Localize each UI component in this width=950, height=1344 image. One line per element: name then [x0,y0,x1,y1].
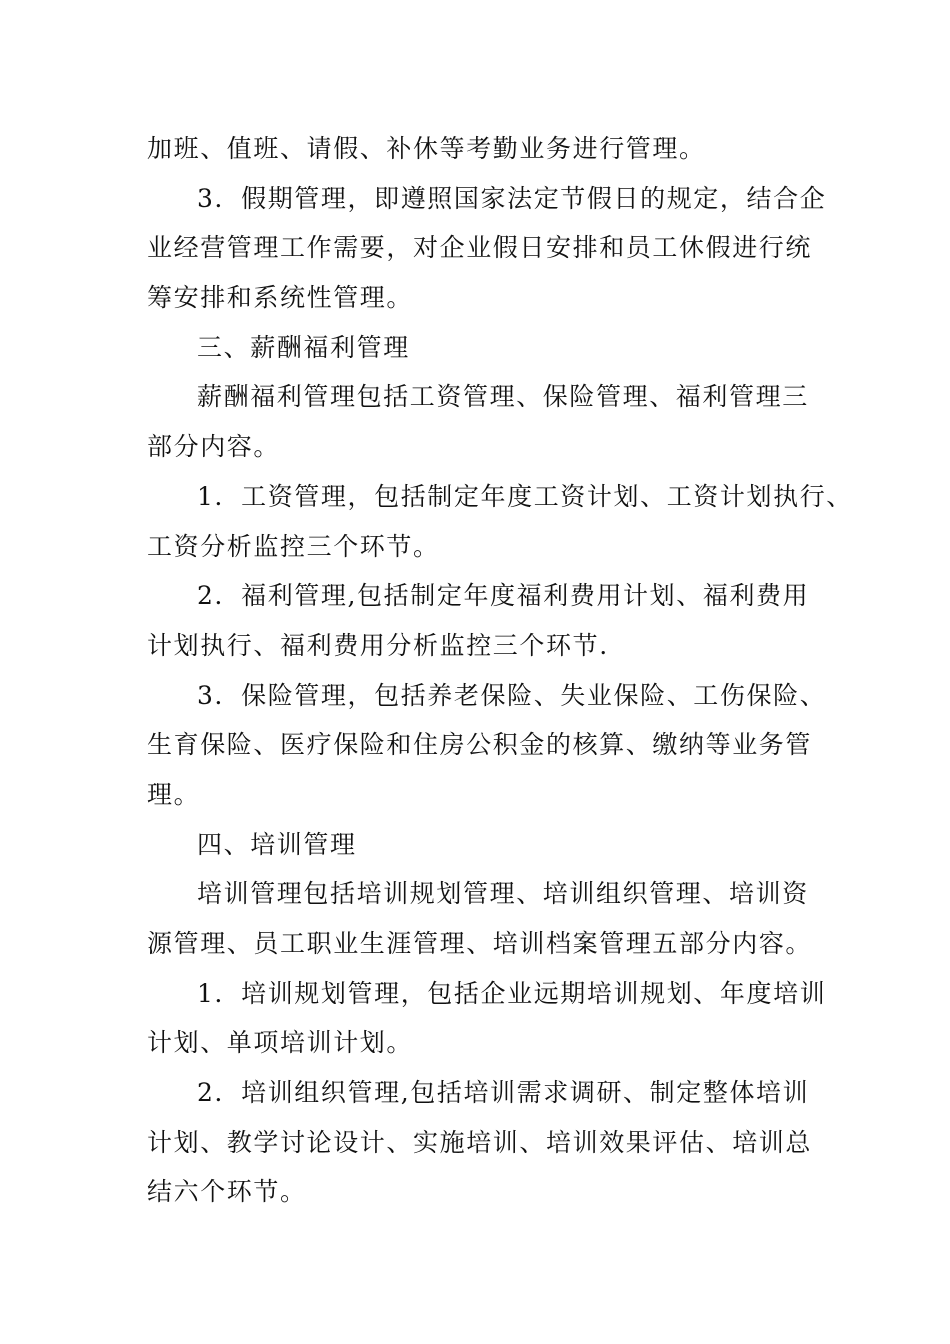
text-line: 生育保险、医疗保险和住房公积金的核算、缴纳等业务管 [147,730,813,760]
text-line: 计划、教学讨论设计、实施培训、培训效果评估、培训总 [147,1127,813,1157]
text-line: 计划执行、福利费用分析监控三个环节. [147,630,609,660]
text-line: 1．工资管理，包括制定年度工资计划、工资计划执行、 [197,481,853,511]
text-line: 3．保险管理，包括养老保险、失业保险、工伤保险、 [197,680,827,710]
text-line: 筹安排和系统性管理。 [147,283,414,313]
text-line: 薪酬福利管理包括工资管理、保险管理、福利管理三 [197,382,809,412]
section-heading: 三、薪酬福利管理 [197,332,410,362]
text-line: 2．培训组织管理,包括培训需求调研、制定整体培训 [197,1078,810,1108]
text-line: 2．福利管理,包括制定年度福利费用计划、福利费用 [197,581,810,611]
text-line: 业经营管理工作需要，对企业假日安排和员工休假进行统 [147,233,813,263]
text-line: 源管理、员工职业生涯管理、培训档案管理五部分内容。 [147,929,813,958]
text-line: 培训管理包括培训规划管理、培训组织管理、培训资 [197,879,809,909]
text-line: 加班、值班、请假、补休等考勤业务进行管理。 [147,134,706,163]
text-line: 3．假期管理，即遵照国家法定节假日的规定，结合企 [197,183,827,213]
text-line: 计划、单项培训计划。 [147,1028,414,1058]
text-line: 部分内容。 [147,432,281,462]
text-line: 工资分析监控三个环节。 [147,531,440,561]
section-heading: 四、培训管理 [197,829,357,859]
text-line: 理。 [147,779,201,809]
text-line: 结六个环节。 [147,1177,307,1207]
text-line: 1．培训规划管理，包括企业远期培训规划、年度培训 [197,978,827,1008]
document-body [147,124,853,1217]
